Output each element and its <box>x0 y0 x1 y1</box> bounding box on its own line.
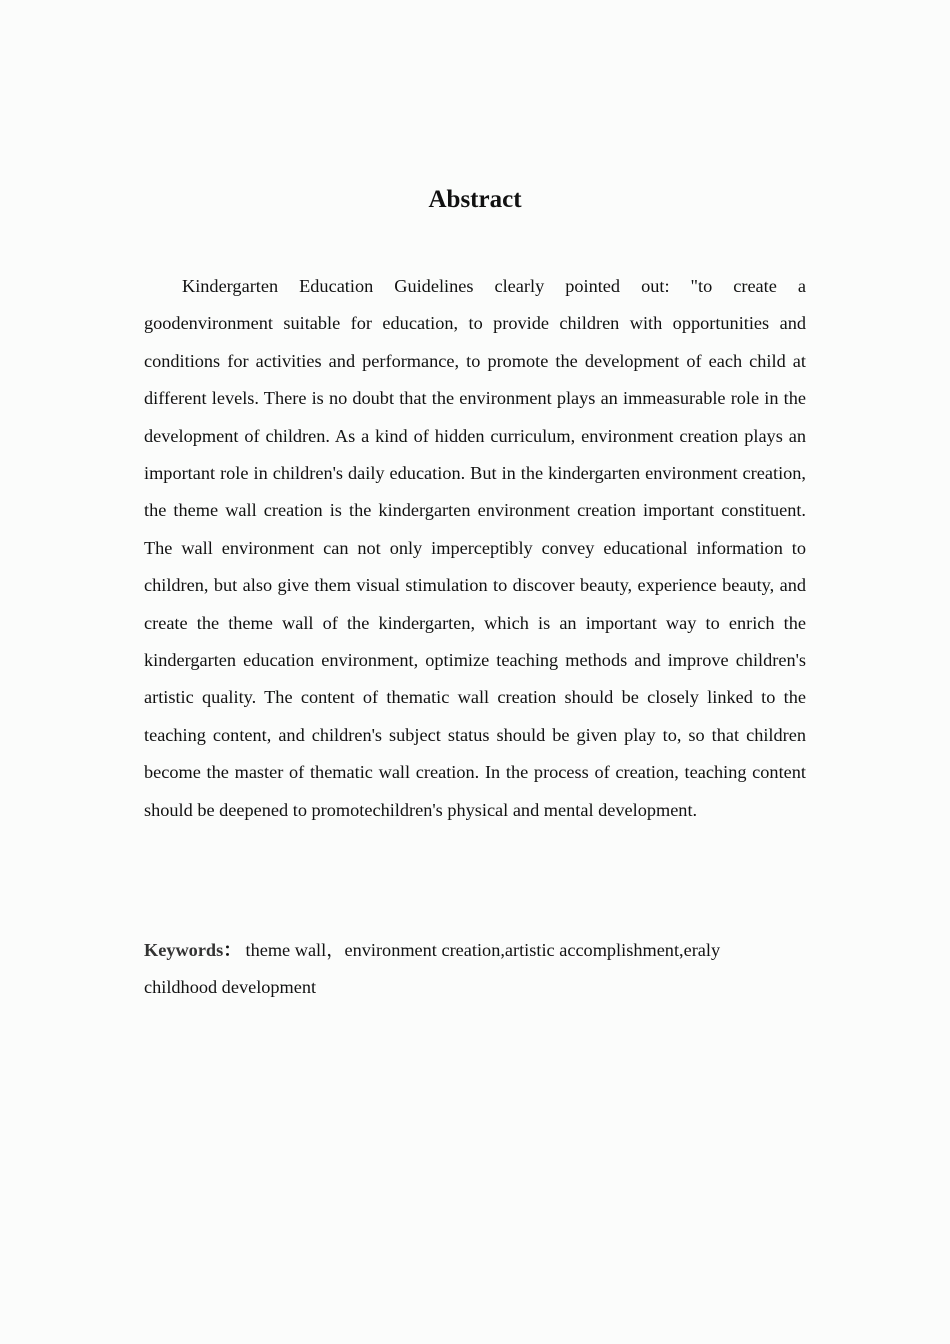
keywords-label: Keywords <box>144 940 224 960</box>
keywords-line <box>144 932 764 1007</box>
keywords-text: theme wall，environment creation,artistic accomplishment,eraly childhood development <box>144 940 721 998</box>
abstract-title: Abstract <box>428 186 522 213</box>
keywords-separator: ： <box>223 940 242 960</box>
abstract-body: Kindergarten Education Guidelines clearly pointed out: "to create a goodenvironment suitable for education, to provide children with opportunities and conditions for activities and performance, to promote the development of each child at different levels. There is no doubt that the environment plays an immeasurable role in the development of children. As a kind of hidden curriculum, environment creation plays an important role in children's daily education. But in the kindergarten environment creation, the theme wall creation is the kindergarten environment creation important constituent. The wall environment can not only imperceptibly convey educational information to children, but also give them visual stimulation to discover beauty, experience beauty, and create the theme wall of the kindergarten, which is an important way to enrich the kindergarten education environment, optimize teaching methods and improve children's artistic quality. The content of thematic wall creation should be closely linked to the teaching content, and children's subject status should be given play to, so that children become the master of thematic wall creation. In the process of creation, teaching content should be deepened to promotechildren's physical and mental development. <box>144 276 806 820</box>
